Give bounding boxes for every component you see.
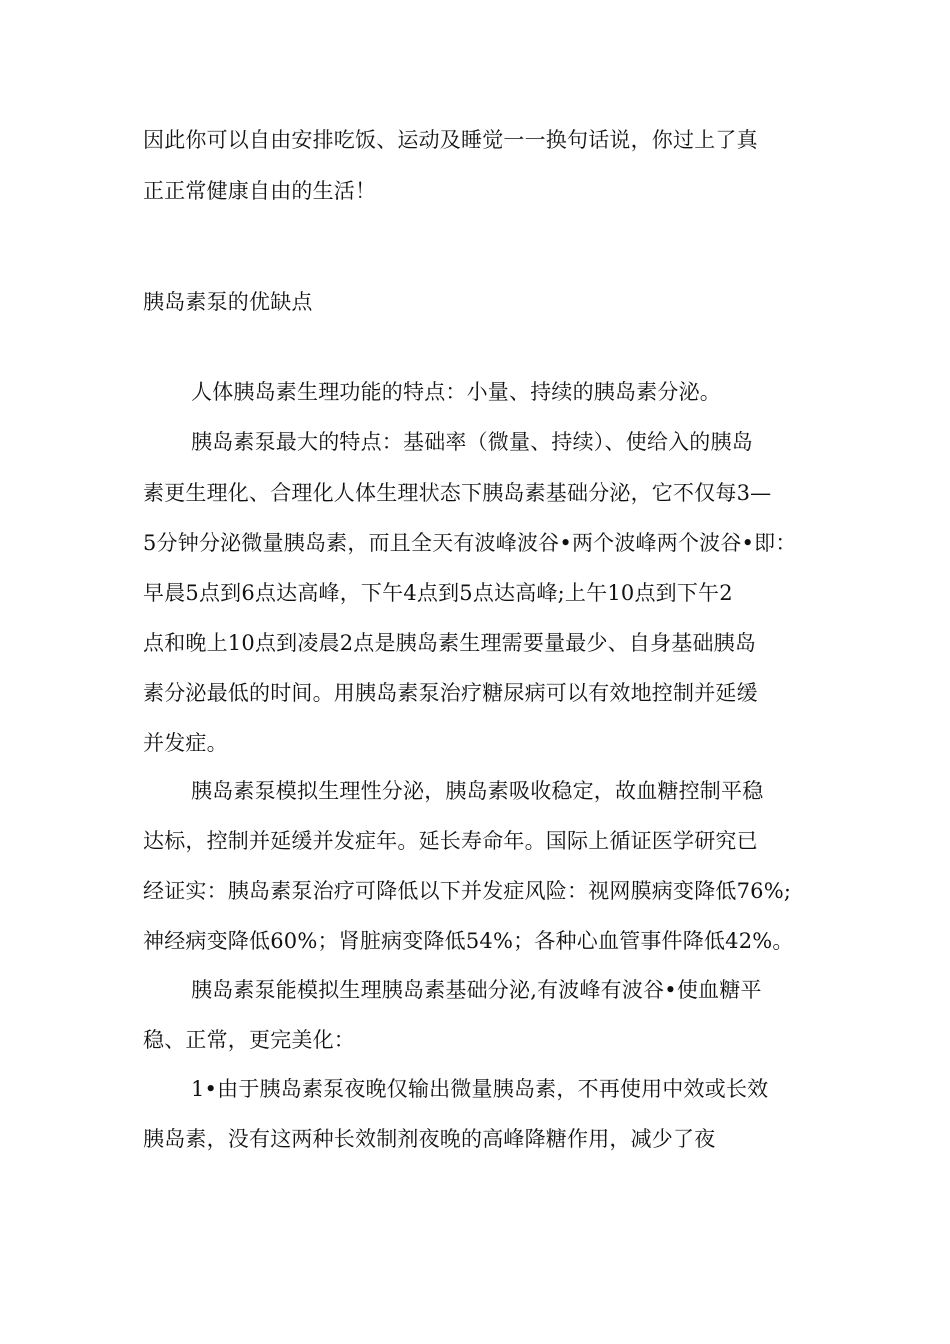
paragraph-line: 点和晚上10点到凌晨2点是胰岛素生理需要量最少、自身基础胰岛 (143, 631, 757, 655)
paragraph-line: 稳、正常，更完美化： (143, 1028, 355, 1052)
paragraph-line: 早晨5点到6点达高峰，下午4点到5点达高峰;上午10点到下午2 (143, 581, 733, 605)
paragraph-line: 5分钟分泌微量胰岛素，而且全天有波峰波谷•两个波峰两个波谷•即： (143, 531, 797, 555)
paragraph-line: 1•由于胰岛素泵夜晚仅输出微量胰岛素，不再使用中效或长效 (191, 1077, 769, 1101)
paragraph-line: 人体胰岛素生理功能的特点：小量、持续的胰岛素分泌。 (191, 380, 721, 404)
paragraph-line: 素更生理化、合理化人体生理状态下胰岛素基础分泌，它不仅每3— (143, 481, 772, 505)
paragraph-line: 胰岛素泵最大的特点：基础率（微量、持续）、使给入的胰岛 (191, 430, 753, 454)
paragraph-line: 胰岛素泵能模拟生理胰岛素基础分泌,有波峰有波谷•使血糖平 (191, 978, 762, 1002)
paragraph-line: 素分泌最低的时间。用胰岛素泵治疗糖尿病可以有效地控制并延缓 (143, 681, 758, 705)
intro-line: 正正常健康自由的生活！ (143, 179, 377, 203)
paragraph-line: 并发症。 (143, 731, 228, 755)
section-heading: 胰岛素泵的优缺点 (143, 290, 313, 314)
paragraph-line: 经证实：胰岛素泵治疗可降低以下并发症风险：视网膜病变降低76%; (143, 879, 792, 903)
paragraph-line: 达标，控制并延缓并发症年。延长寿命年。国际上循证医学研究已 (143, 829, 758, 853)
intro-line: 因此你可以自由安排吃饭、运动及睡觉一一换句话说，你过上了真 (143, 128, 758, 152)
paragraph-line: 胰岛素泵模拟生理性分泌，胰岛素吸收稳定，故血糖控制平稳 (191, 779, 764, 803)
paragraph-line: 神经病变降低60%；肾脏病变降低54%；各种心血管事件降低42%。 (143, 929, 794, 953)
paragraph-line: 胰岛素，没有这两种长效制剂夜晚的高峰降糖作用，减少了夜 (143, 1127, 716, 1151)
